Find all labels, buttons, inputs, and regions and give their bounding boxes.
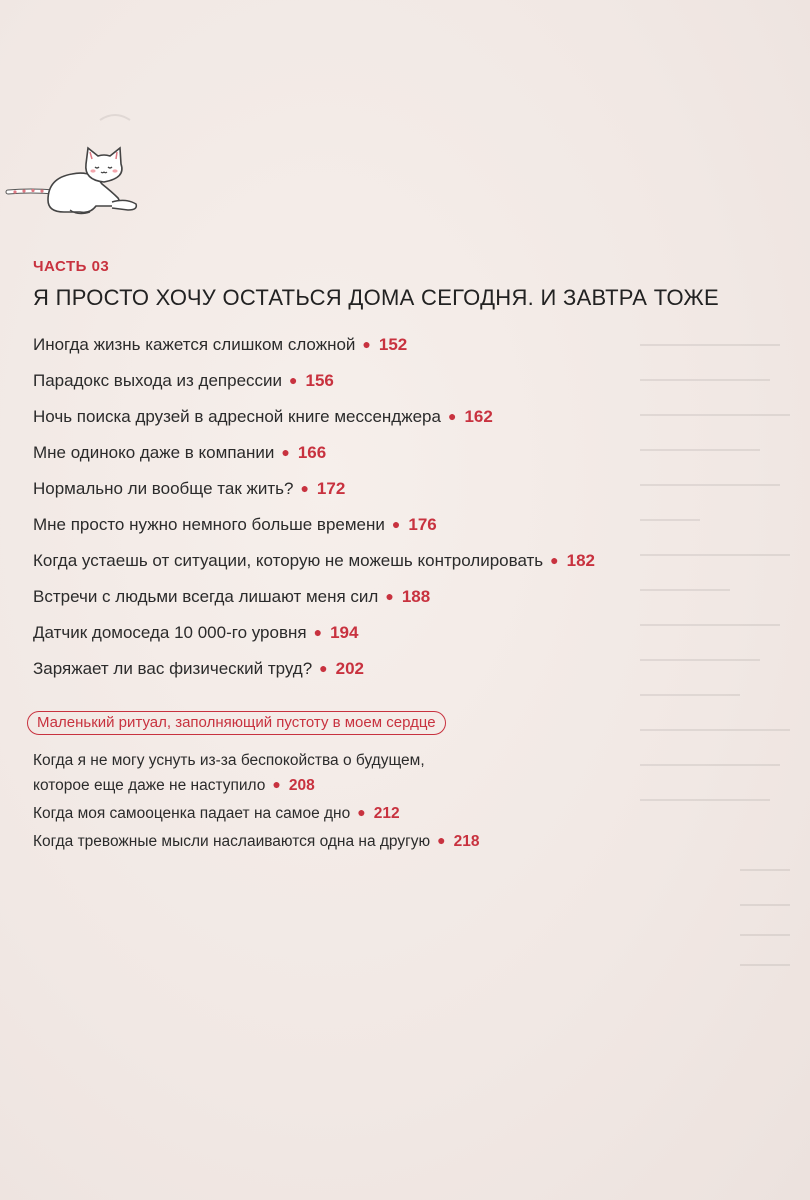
ritual-entry-line[interactable] bbox=[33, 748, 479, 773]
bullet-dot-icon: ● bbox=[300, 480, 309, 496]
chapter-entry[interactable] bbox=[33, 549, 595, 585]
bullet-dot-icon: ● bbox=[437, 832, 446, 848]
bullet-dot-icon: ● bbox=[289, 372, 298, 388]
chapter-page-number: 202 bbox=[335, 659, 365, 678]
chapter-page-number: 156 bbox=[305, 371, 334, 390]
bullet-dot-icon: ● bbox=[313, 624, 323, 640]
bullet-dot-icon: ● bbox=[281, 444, 290, 460]
ritual-list bbox=[33, 748, 479, 854]
ritual-page-number: 212 bbox=[373, 805, 400, 822]
chapter-page-number: 172 bbox=[316, 479, 346, 498]
chapter-entry[interactable] bbox=[33, 477, 595, 513]
bullet-dot-icon: ● bbox=[550, 552, 559, 568]
chapter-title: Парадокс выхода из депрессии bbox=[33, 371, 283, 390]
bullet-dot-icon: ● bbox=[272, 776, 281, 792]
ritual-title: Когда моя самооценка падает на самое дно bbox=[33, 805, 351, 822]
bullet-dot-icon: ● bbox=[357, 804, 366, 820]
bullet-dot-icon: ● bbox=[391, 516, 401, 532]
ritual-title: которое еще даже не наступило bbox=[33, 777, 266, 794]
part-title: Я ПРОСТО ХОЧУ ОСТАТЬСЯ ДОМА СЕГОДНЯ. И ЗАВТРА ТОЖЕ bbox=[33, 285, 719, 310]
ritual-page-number: 218 bbox=[453, 833, 480, 850]
chapter-title: Ночь поиска друзей в адресной книге мессенджера bbox=[33, 407, 441, 426]
chapter-entry[interactable] bbox=[33, 333, 595, 369]
chapter-page-number: 182 bbox=[566, 551, 596, 570]
part-label: ЧАСТЬ 03 bbox=[33, 258, 110, 275]
bullet-dot-icon: ● bbox=[385, 588, 394, 604]
chapter-page-number: 188 bbox=[401, 587, 431, 606]
chapter-list bbox=[33, 333, 595, 693]
ritual-title: Когда тревожные мысли наслаиваются одна на другую bbox=[33, 833, 431, 850]
chapter-entry[interactable] bbox=[33, 657, 595, 693]
ritual-entry[interactable] bbox=[33, 773, 479, 798]
chapter-entry[interactable] bbox=[33, 585, 595, 621]
bullet-dot-icon: ● bbox=[362, 336, 371, 352]
ritual-title: Когда я не могу уснуть из-за беспокойства о будущем, bbox=[33, 752, 425, 769]
ritual-entry[interactable] bbox=[33, 829, 479, 854]
chapter-page-number: 194 bbox=[330, 623, 359, 642]
chapter-title: Когда устаешь от ситуации, которую не можешь контролировать bbox=[33, 551, 544, 570]
chapter-entry[interactable] bbox=[33, 405, 595, 441]
chapter-title: Датчик домоседа 10 000-го уровня bbox=[33, 623, 307, 642]
chapter-entry[interactable] bbox=[33, 621, 595, 657]
chapter-entry[interactable] bbox=[33, 513, 595, 549]
chapter-title: Заряжает ли вас физический труд? bbox=[33, 659, 313, 678]
chapter-page-number: 166 bbox=[297, 443, 327, 462]
ritual-entry[interactable] bbox=[33, 801, 479, 826]
chapter-entry[interactable] bbox=[33, 441, 595, 477]
chapter-title: Встречи с людьми всегда лишают меня сил bbox=[33, 587, 379, 606]
ritual-page-number: 208 bbox=[288, 777, 315, 794]
ritual-section-heading: Маленький ритуал, заполняющий пустоту в моем сердце bbox=[27, 711, 446, 735]
chapter-title: Иногда жизнь кажется слишком сложной bbox=[33, 335, 356, 354]
chapter-title: Мне одиноко даже в компании bbox=[33, 443, 275, 462]
cat-icon bbox=[0, 140, 150, 220]
bullet-dot-icon: ● bbox=[319, 660, 328, 676]
chapter-page-number: 152 bbox=[378, 335, 408, 354]
chapter-entry[interactable] bbox=[33, 369, 595, 405]
chapter-title: Мне просто нужно немного больше времени bbox=[33, 515, 385, 534]
chapter-page-number: 162 bbox=[464, 407, 493, 426]
chapter-title: Нормально ли вообще так жить? bbox=[33, 479, 294, 498]
chapter-page-number: 176 bbox=[408, 515, 437, 534]
bullet-dot-icon: ● bbox=[447, 408, 457, 424]
